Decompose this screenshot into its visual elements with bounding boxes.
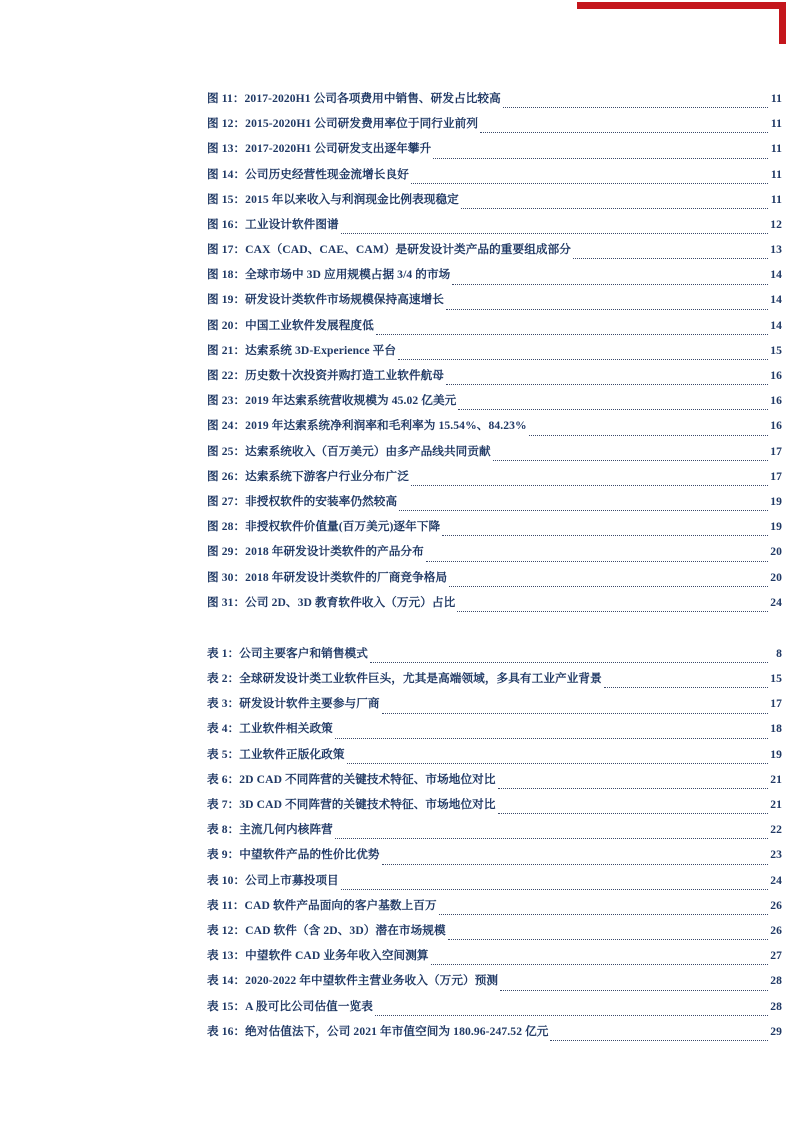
table-entry-label: 表 2：全球研发设计类工业软件巨头，尤其是高端领域，多具有工业产业背景 [207, 672, 602, 686]
figure-entry[interactable] [207, 136, 782, 161]
figure-entry-page-number: 19 [770, 494, 782, 508]
table-list [207, 641, 782, 1044]
figure-entry-label: 图 11：2017-2020H1 公司各项费用中销售、研发占比较高 [207, 91, 501, 105]
dot-leader [461, 207, 768, 209]
figure-entry[interactable] [207, 539, 782, 564]
table-entry[interactable] [207, 893, 782, 918]
figure-entry-label: 图 27：非授权软件的安装率仍然较高 [207, 494, 398, 508]
figure-entry-page-number: 14 [770, 268, 782, 282]
table-entry[interactable] [207, 666, 782, 691]
dot-leader [457, 610, 768, 612]
figure-entry[interactable] [207, 514, 782, 539]
dot-leader [341, 232, 768, 234]
figure-entry[interactable] [207, 262, 782, 287]
dot-leader [341, 888, 768, 890]
dot-leader [446, 383, 768, 385]
table-entry-page-number: 29 [770, 1024, 782, 1038]
dot-leader [458, 408, 768, 410]
table-entry-label: 表 6：2D CAD 不同阵营的关键技术特征、市场地位对比 [207, 772, 496, 786]
table-entry-page-number: 22 [770, 823, 782, 837]
figure-entry[interactable] [207, 187, 782, 212]
dot-leader [446, 308, 768, 310]
table-entry-label: 表 7：3D CAD 不同阵营的关键技术特征、市场地位对比 [207, 798, 496, 812]
table-entry-page-number: 26 [770, 923, 782, 937]
table-entry[interactable] [207, 943, 782, 968]
table-entry-page-number: 18 [770, 722, 782, 736]
table-entry-label: 表 16：绝对估值法下，公司 2021 年市值空间为 180.96-247.52 亿元 [207, 1024, 549, 1038]
figure-entry-page-number: 12 [770, 217, 782, 231]
dot-leader [550, 1039, 768, 1041]
dot-leader [376, 333, 768, 335]
figure-entry[interactable] [207, 363, 782, 388]
figure-entry-label: 图 17：CAX（CAD、CAE、CAM）是研发设计类产品的重要组成部分 [207, 243, 571, 257]
figure-entry-page-number: 24 [770, 595, 782, 609]
table-entry-page-number: 17 [770, 697, 782, 711]
figure-entry-page-number: 11 [770, 91, 782, 105]
table-entry[interactable] [207, 742, 782, 767]
dot-leader [370, 661, 768, 663]
dot-leader [452, 283, 768, 285]
table-entry-label: 表 14：2020-2022 年中望软件主营业务收入（万元）预测 [207, 974, 499, 988]
figure-entry-label: 图 23：2019 年达索系统营收规模为 45.02 亿美元 [207, 394, 457, 408]
figure-entry-label: 图 25：达索系统收入（百万美元）由多产品线共同贡献 [207, 444, 491, 458]
dot-leader [573, 257, 768, 259]
table-of-contents [207, 86, 782, 1044]
figure-entry-label: 图 26：达索系统下游客户行业分布广泛 [207, 469, 409, 483]
figure-entry-page-number: 13 [770, 243, 782, 257]
dot-leader [426, 560, 768, 562]
table-entry-page-number: 24 [770, 873, 782, 887]
table-entry-label: 表 10：公司上市募投项目 [207, 873, 339, 887]
table-entry-page-number: 26 [770, 898, 782, 912]
table-entry-page-number: 28 [770, 999, 782, 1013]
table-entry-label: 表 8：主流几何内核阵营 [207, 823, 333, 837]
figure-entry-page-number: 16 [770, 394, 782, 408]
figure-entry-page-number: 17 [770, 444, 782, 458]
dot-leader [439, 913, 768, 915]
figure-entry-label: 图 30：2018 年研发设计类软件的厂商竞争格局 [207, 570, 448, 584]
dot-leader [448, 938, 768, 940]
table-entry[interactable] [207, 918, 782, 943]
figure-entry[interactable] [207, 212, 782, 237]
figure-entry-label: 图 16：工业设计软件图谱 [207, 217, 339, 231]
figure-entry-label: 图 15：2015 年以来收入与利润现金比例表现稳定 [207, 192, 459, 206]
red-corner-bracket [0, 0, 793, 60]
figure-entry-page-number: 11 [770, 192, 782, 206]
dot-leader [500, 989, 768, 991]
table-entry[interactable] [207, 792, 782, 817]
figure-entry[interactable] [207, 565, 782, 590]
figure-entry-label: 图 28：非授权软件价值量(百万美元)逐年下降 [207, 520, 441, 534]
figure-entry-label: 图 20：中国工业软件发展程度低 [207, 318, 374, 332]
table-entry-page-number: 15 [770, 672, 782, 686]
table-entry-label: 表 13：中望软件 CAD 业务年收入空间测算 [207, 949, 429, 963]
table-entry[interactable] [207, 868, 782, 893]
figure-entry[interactable] [207, 162, 782, 187]
list-separator-gap [207, 615, 782, 641]
table-entry-page-number: 19 [770, 747, 782, 761]
table-entry-label: 表 12：CAD 软件（含 2D、3D）潜在市场规模 [207, 923, 446, 937]
figure-entry-page-number: 20 [770, 570, 782, 584]
dot-leader [399, 509, 768, 511]
dot-leader [498, 812, 768, 814]
dot-leader [382, 712, 768, 714]
figure-entry-label: 图 18：全球市场中 3D 应用规模占据 3/4 的市场 [207, 268, 451, 282]
figure-entry-page-number: 19 [770, 520, 782, 534]
dot-leader [449, 585, 768, 587]
figure-entry[interactable] [207, 338, 782, 363]
figure-entry-label: 图 12：2015-2020H1 公司研发费用率位于同行业前列 [207, 117, 479, 131]
table-entry[interactable] [207, 994, 782, 1019]
corner-bracket-horizontal-bar [577, 2, 786, 9]
table-entry[interactable] [207, 717, 782, 742]
figure-entry-page-number: 15 [770, 343, 782, 357]
dot-leader [411, 182, 768, 184]
figure-entry[interactable] [207, 489, 782, 514]
table-entry-label: 表 15：A 股可比公司估值一览表 [207, 999, 373, 1013]
dot-leader [433, 157, 768, 159]
figure-entry[interactable] [207, 413, 782, 438]
table-entry-label: 表 4：工业软件相关政策 [207, 722, 333, 736]
figure-entry-label: 图 24：2019 年达索系统净利润率和毛利率为 15.54%、84.23% [207, 419, 527, 433]
dot-leader [604, 686, 768, 688]
dot-leader [411, 484, 768, 486]
figure-entry-page-number: 20 [770, 545, 782, 559]
figure-entry-label: 图 21：达索系统 3D-Experience 平台 [207, 343, 397, 357]
dot-leader [375, 1014, 768, 1016]
table-entry[interactable] [207, 968, 782, 993]
figure-entry[interactable] [207, 111, 782, 136]
figure-entry[interactable] [207, 86, 782, 111]
table-entry-page-number: 27 [770, 949, 782, 963]
dot-leader [398, 358, 768, 360]
dot-leader [503, 106, 768, 108]
figure-entry[interactable] [207, 237, 782, 262]
table-entry-page-number: 23 [770, 848, 782, 862]
figure-entry[interactable] [207, 388, 782, 413]
figure-entry-page-number: 11 [770, 167, 782, 181]
table-entry-label: 表 5：工业软件正版化政策 [207, 747, 345, 761]
dot-leader [498, 787, 768, 789]
table-entry-label: 表 9：中望软件产品的性价比优势 [207, 848, 380, 862]
figure-entry-page-number: 17 [770, 469, 782, 483]
table-entry-page-number: 21 [770, 772, 782, 786]
figure-entry-label: 图 13：2017-2020H1 公司研发支出逐年攀升 [207, 142, 432, 156]
figure-entry-label: 图 31：公司 2D、3D 教育软件收入（万元）占比 [207, 595, 456, 609]
dot-leader [529, 434, 768, 436]
figure-entry-page-number: 14 [770, 318, 782, 332]
table-entry[interactable] [207, 842, 782, 867]
figure-entry-label: 图 14：公司历史经营性现金流增长良好 [207, 167, 409, 181]
figure-entry-label: 图 22：历史数十次投资并购打造工业软件航母 [207, 369, 444, 383]
figure-entry-page-number: 11 [770, 142, 782, 156]
table-entry-page-number: 21 [770, 798, 782, 812]
table-entry-label: 表 3：研发设计软件主要参与厂商 [207, 697, 380, 711]
table-entry[interactable] [207, 691, 782, 716]
table-entry-label: 表 11：CAD 软件产品面向的客户基数上百万 [207, 898, 437, 912]
figure-entry-page-number: 14 [770, 293, 782, 307]
figure-entry[interactable] [207, 464, 782, 489]
dot-leader [335, 737, 768, 739]
figure-entry-label: 图 19：研发设计类软件市场规模保持高速增长 [207, 293, 444, 307]
figure-entry[interactable] [207, 313, 782, 338]
corner-bracket-vertical-bar [779, 2, 786, 44]
dot-leader [382, 863, 768, 865]
table-entry[interactable] [207, 1019, 782, 1044]
figure-entry[interactable] [207, 590, 782, 615]
figure-entry-page-number: 11 [770, 117, 782, 131]
dot-leader [480, 131, 768, 133]
figure-entry-page-number: 16 [770, 369, 782, 383]
table-entry[interactable] [207, 767, 782, 792]
table-entry-label: 表 1：公司主要客户和销售模式 [207, 646, 368, 660]
table-entry-page-number: 28 [770, 974, 782, 988]
dot-leader [431, 963, 768, 965]
figure-entry[interactable] [207, 439, 782, 464]
figure-entry-page-number: 16 [770, 419, 782, 433]
figure-entry-label: 图 29：2018 年研发设计类软件的产品分布 [207, 545, 424, 559]
dot-leader [493, 459, 768, 461]
table-entry[interactable] [207, 817, 782, 842]
dot-leader [335, 837, 768, 839]
figure-list [207, 86, 782, 615]
dot-leader [347, 762, 768, 764]
table-entry-page-number: 8 [776, 646, 782, 660]
table-entry[interactable] [207, 641, 782, 666]
dot-leader [442, 534, 768, 536]
figure-entry[interactable] [207, 288, 782, 313]
